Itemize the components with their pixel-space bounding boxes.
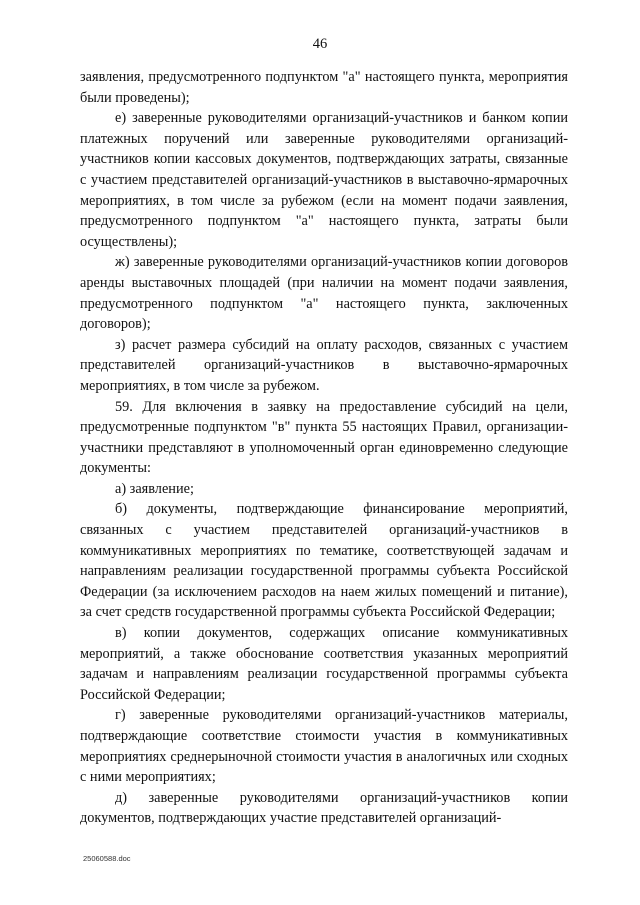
paragraph-item-g: г) заверенные руководителями организаций-участников материалы, подтверждающие соответствие стоимости участия в коммуникативных мероприятиях среднерыночной стоимости участия в аналогичных или сходных с ними мероприятиях; bbox=[80, 707, 568, 786]
page-number: 46 bbox=[312, 36, 328, 52]
document-file-code: 25060588.doc bbox=[83, 854, 131, 863]
paragraph-item-z: з) расчет размера субсидий на оплату расходов, связанных с участием представителей организаций-участников в выставочно-ярмарочных мероприятиях, в том числе за рубежом. bbox=[80, 336, 568, 394]
paragraph-item-a: а) заявление; bbox=[115, 480, 194, 497]
paragraph-item-zh: ж) заверенные руководителями организаций-участников копии договоров аренды выставочных площадей (при наличии на момент подачи заявления, предусмотренного подпунктом "а" настоящего пункта, заключенных договоров); bbox=[80, 254, 568, 333]
paragraph-item-d: д) заверенные руководителями организаций-участников копии документов, подтверждающих участие представителей организаций- bbox=[80, 789, 568, 827]
paragraph-item-e: е) заверенные руководителями организаций-участников и банком копии платежных поручений или заверенные руководителями организаций-участников копии кассовых документов, подтверждающих затраты, связанные с участием представителей организаций-участников в выставочно-ярмарочных мероприятиях, в том числе за рубежом (если на момент подачи заявления, предусмотренного подпунктом "а" настоящего пункта, затраты были осуществлены); bbox=[80, 110, 568, 250]
document-body bbox=[80, 67, 568, 829]
paragraph-continuation: заявления, предусмотренного подпунктом "а" настоящего пункта, мероприятия были проведены); bbox=[80, 69, 568, 106]
paragraph-clause-59: 59. Для включения в заявку на предоставление субсидий на цели, предусмотренные подпунктом "в" пункта 55 настоящих Правил, организации-участники представляют в уполномоченный орган единовременно следующие документы: bbox=[80, 398, 568, 477]
paragraph-item-v: в) копии документов, содержащих описание коммуникативных мероприятий, а также обоснование соответствия указанных мероприятий задачам и направлениям реализации государственной программы субъекта Российской Федерации; bbox=[80, 625, 568, 703]
paragraph-item-b: б) документы, подтверждающие финансирование мероприятий, связанных с участием представителей организаций-участников в коммуникативных мероприятиях по тематике, соответствующей задачам и направлениям реализации государственной программы субъекта Российской Федерации (за исключением расходов на наем жилых помещений и питание), за счет средств государственной программы субъекта Российской Федерации; bbox=[80, 501, 568, 621]
